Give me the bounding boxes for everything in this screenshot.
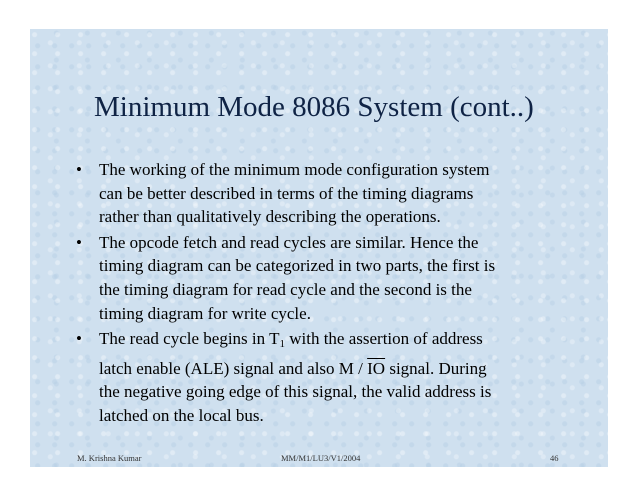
bullet-text-line [99,327,576,357]
subscript: 1 [279,338,285,351]
bullet-item [76,158,576,229]
bullet-icon: • [76,160,82,179]
footer-code: MM/M1/LU3/V1/2004 [281,453,361,463]
text-segment: The read cycle begins in T [99,329,280,349]
footer-author: M. Krishna Kumar [77,453,142,463]
slide [30,29,608,467]
footer-page-number: 46 [550,453,559,463]
bullet-text-line: the timing diagram for read cycle and the second is the [99,279,472,299]
bullet-text-line: timing diagram for write cycle. [99,303,311,323]
bullet-item [76,231,576,325]
bullet-icon: • [76,232,82,252]
bullet-text-line: can be better described in terms of the timing diagrams [99,183,474,203]
bullet-text-line: latched on the local bus. [99,405,264,425]
io-overline-signal: $\overline{IO}$ [367,358,386,378]
bullet-text-line: The working of the minimum mode configuration system [99,160,490,179]
bullet-text-line: the negative going edge of this signal, the valid address is [99,382,492,402]
bullet-text-line: rather than qualitatively describing the operations. [99,207,441,227]
bullet-text-line: The opcode fetch and read cycles are similar. Hence the [99,232,479,252]
text-segment: signal. During [385,358,487,378]
bullet-list [76,158,576,430]
slide-title: Minimum Mode 8086 System (cont..) [94,91,534,123]
text-segment: latch enable (ALE) signal and also M / [99,358,368,378]
text-segment: with the assertion of address [284,329,483,349]
bullet-text-line [99,357,576,381]
bullet-item [76,327,576,427]
bullet-icon: • [76,329,82,349]
bullet-text-line: timing diagram can be categorized in two parts, the first is [99,256,496,276]
